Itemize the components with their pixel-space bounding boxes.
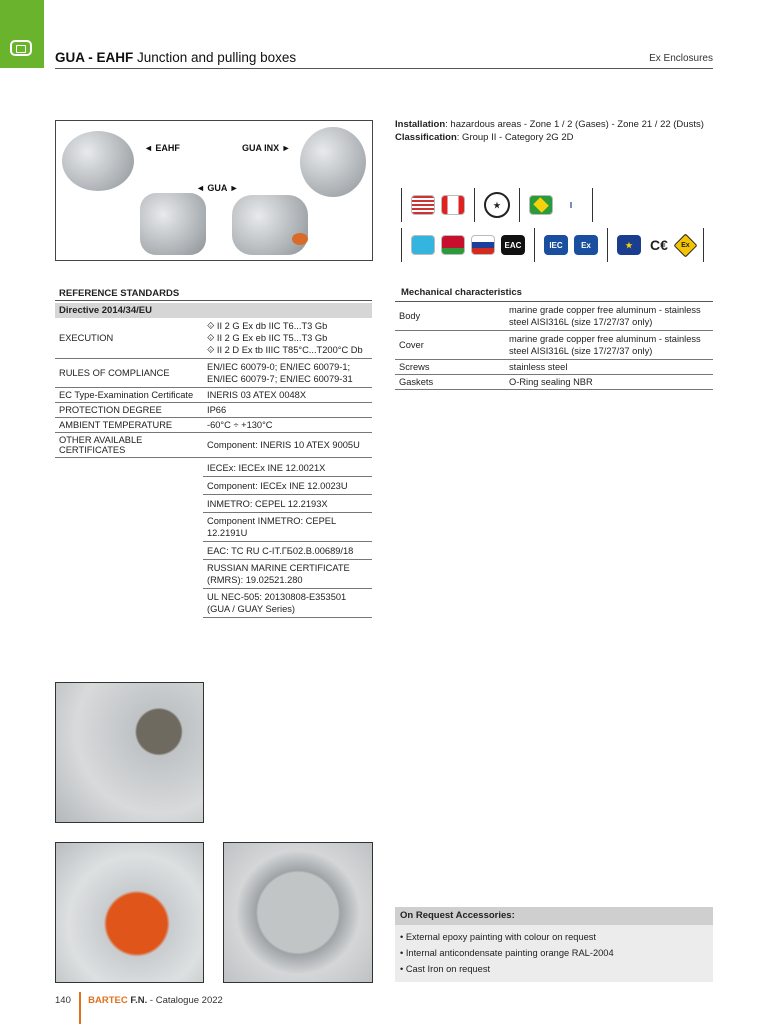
row-value: O-Ring sealing NBR [505, 375, 713, 390]
catalogue-label: - Catalogue 2022 [147, 995, 223, 1006]
row-label: PROTECTION DEGREE [55, 403, 203, 418]
row-label: Gaskets [395, 375, 505, 390]
cert-logos-row-1 [395, 187, 599, 223]
table-row [55, 403, 372, 418]
cert-value: Component INMETRO: CEPEL 12.2191U [203, 513, 372, 542]
reference-standards-title: REFERENCE STANDARDS [59, 288, 180, 299]
section-label: Ex Enclosures [649, 53, 713, 64]
accessories-list [395, 925, 713, 982]
table-row [395, 302, 713, 331]
orange-interior-photo [55, 842, 204, 983]
mechanical-table [395, 302, 713, 390]
canada-flag-icon [441, 195, 465, 215]
cert-logos-row-2 [395, 227, 710, 263]
table-row [203, 560, 372, 589]
certification-seal-icon: ★ [484, 192, 510, 218]
table-row [395, 375, 713, 390]
brand-suffix: F.N. [127, 995, 148, 1006]
accessories-title: On Request Accessories: [395, 907, 713, 925]
iecex-logo-icon: Ex [574, 235, 598, 255]
row-value: Component: INERIS 10 ATEX 9005U [203, 433, 372, 458]
row-label: Screws [395, 360, 505, 375]
row-value: -60°C ÷ +130°C [203, 418, 372, 433]
gua-inx-label: GUA INX ► [242, 143, 291, 153]
table-row [203, 589, 372, 618]
page-number: 140 [55, 995, 71, 1006]
ce-mark-icon: C€ [650, 237, 668, 253]
gua-large-box-image [232, 195, 308, 255]
reference-standards-table [55, 318, 372, 458]
mechanical-title: Mechanical characteristics [401, 287, 522, 298]
product-photo [55, 120, 373, 261]
row-value: marine grade copper free aluminum - stainless steel AISI316L (size 17/27/37 only) [505, 302, 713, 331]
header-divider [55, 68, 713, 69]
atex-ex-icon: Ex [673, 233, 697, 257]
brand-name: BARTEC [88, 995, 128, 1006]
installation-info: Installation: hazardous areas - Zone 1 / 2 (Gases) - Zone 21 / 22 (Dusts) Classification: Group II - Category 2G 2D [395, 119, 704, 143]
row-value: marine grade copper free aluminum - stainless steel AISI316L (size 17/27/37 only) [505, 331, 713, 360]
table-row [395, 360, 713, 375]
enclosure-icon [10, 40, 32, 56]
russia-flag-icon [471, 235, 495, 255]
page-title: GUA - EAHF Junction and pulling boxes [55, 50, 297, 65]
ref-divider [55, 300, 372, 301]
orange-interior [292, 233, 308, 245]
cert-value: INMETRO: CEPEL 12.2193X [203, 495, 372, 513]
inmetro-logo-icon: I [559, 195, 583, 215]
row-label: Body [395, 302, 505, 331]
row-value: IP66 [203, 403, 372, 418]
row-label: OTHER AVAILABLE CERTIFICATES [55, 433, 203, 458]
section-tab [0, 0, 44, 68]
table-row [203, 513, 372, 542]
row-label: AMBIENT TEMPERATURE [55, 418, 203, 433]
cert-value: UL NEC-505: 20130808-E353501 (GUA / GUAY Series) [203, 589, 372, 618]
table-row [395, 331, 713, 360]
iec-logo-icon: IEC [544, 235, 568, 255]
row-value: EN/IEC 60079-0; EN/IEC 60079-1; EN/IEC 60079-7; EN/IEC 60079-31 [203, 359, 372, 388]
row-label: Cover [395, 331, 505, 360]
table-row [55, 433, 372, 458]
row-value: stainless steel [505, 360, 713, 375]
row-value: ⟐ II 2 G Ex db IIC T6...T3 Gb ⟐ II 2 G Ex eb IIC T5...T3 Gb ⟐ II 2 D Ex tb IIIC T85°C...T200°C Db [203, 318, 372, 359]
row-label: EC Type-Examination Certificate [55, 388, 203, 403]
table-row [203, 459, 372, 477]
footer [55, 995, 223, 1006]
table-row [55, 388, 372, 403]
list-item: • External epoxy painting with colour on request [400, 932, 597, 942]
eahf-box-image [62, 131, 134, 191]
row-label: RULES OF COMPLIANCE [55, 359, 203, 388]
usa-flag-icon [411, 195, 435, 215]
kazakhstan-flag-icon [411, 235, 435, 255]
table-row [55, 359, 372, 388]
directive-row: Directive 2014/34/EU [55, 303, 372, 318]
row-label: EXECUTION [55, 318, 203, 359]
gua-label: ◄ GUA ► [196, 183, 239, 193]
row-value: INERIS 03 ATEX 0048X [203, 388, 372, 403]
table-row [203, 477, 372, 495]
list-item: • Internal anticondensate painting orange RAL-2004 [400, 948, 614, 958]
list-item: • Cast Iron on request [400, 964, 491, 974]
extra-certificates-table [203, 459, 372, 618]
thread-detail-photo [55, 682, 204, 823]
cert-value: EAC: TC RU C-IT.ГБ02.B.00689/18 [203, 542, 372, 560]
table-row [55, 318, 372, 359]
brazil-flag-icon [529, 195, 553, 215]
table-row [203, 495, 372, 513]
cert-value: Component: IECEx INE 12.0023U [203, 477, 372, 495]
cert-value: RUSSIAN MARINE CERTIFICATE (RMRS): 19.02521.280 [203, 560, 372, 589]
eu-flag-icon: ★ [617, 235, 641, 255]
belarus-flag-icon [441, 235, 465, 255]
eac-logo-icon: EAC [501, 235, 525, 255]
table-row [55, 418, 372, 433]
eahf-label: ◄ EAHF [144, 143, 180, 153]
cert-value: IECEx: IECEx INE 12.0021X [203, 459, 372, 477]
cover-label-photo [223, 842, 373, 983]
gua-inx-box-image [300, 127, 366, 197]
gua-small-box-image [140, 193, 206, 255]
table-row [203, 542, 372, 560]
